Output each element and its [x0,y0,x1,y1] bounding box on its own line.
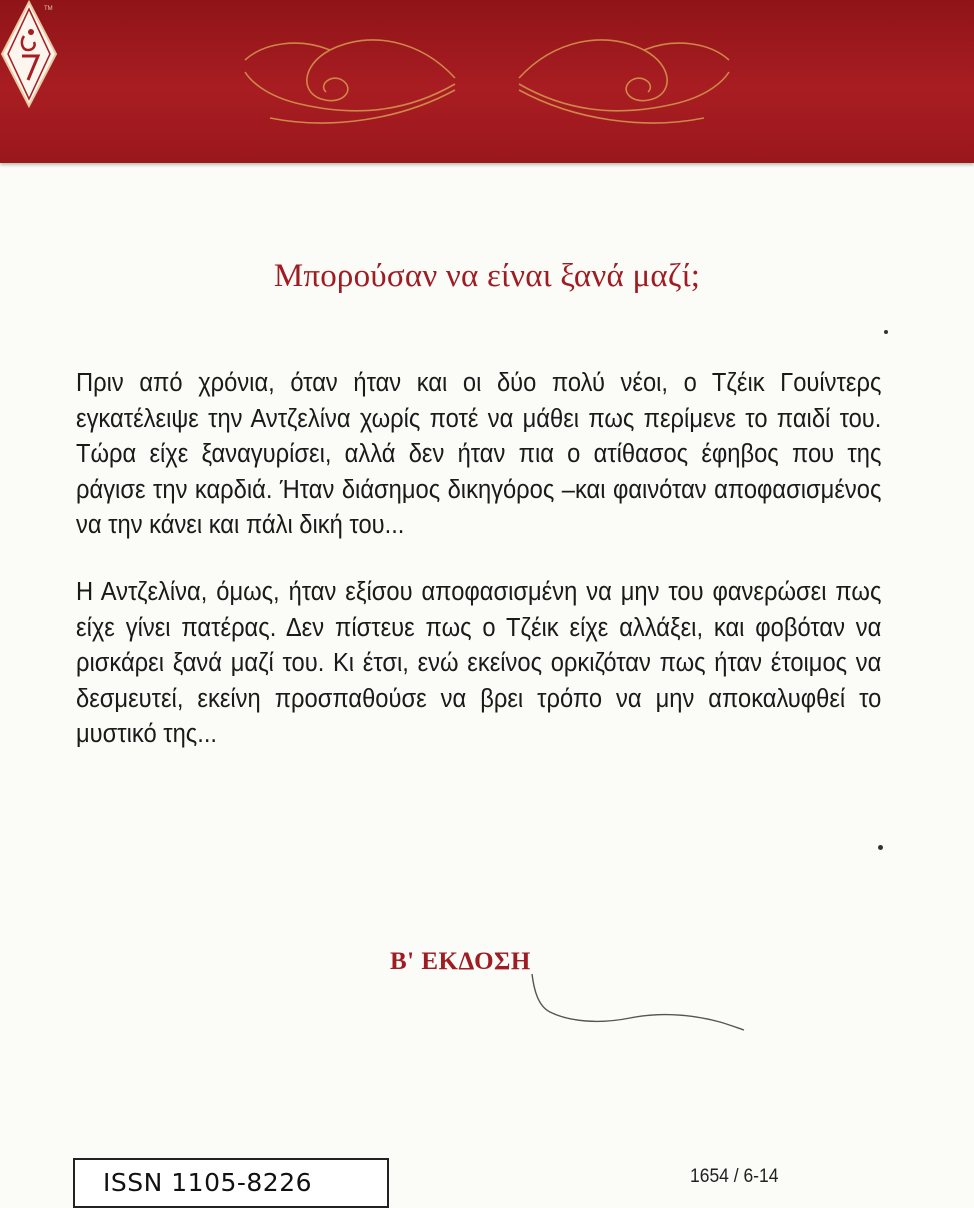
speck [878,845,883,850]
catalog-code: 1654 / 6-14 [690,1166,779,1187]
pen-scribble-mark [530,968,750,1038]
publisher-diamond-logo-icon [0,0,58,108]
tagline: Μπορούσαν να είναι ξανά μαζί; [273,258,701,294]
issn-box [73,1158,389,1208]
blurb-paragraph-1: Πριν από χρόνια, όταν ήταν και οι δύο πολύ νέοι, ο Τζέικ Γουίντερς εγκατέλειψε την Αντζελίνα χωρίς ποτέ να μάθει πως περίμενε το παιδί του. Τώρα είχε ξαναγυρίσει, αλλά δεν ήταν πια ο ατίθασος έφηβος που της ράγισε την καρδιά. Ήταν διάσημος δικηγόρος –και φαινόταν αποφασισμένος να την κάνει και πάλι δική του... [76,369,882,539]
header-band [0,0,974,163]
edition-label: Β' ΕΚΔΟΣΗ [390,948,531,975]
speck [884,330,888,334]
blurb-paragraph-2: Η Αντζελίνα, όμως, ήταν εξίσου αποφασισμένη να μην του φανερώσει πως είχε γίνει πατέρας. Δεν πίστευε πως ο Τζέικ είχε αλλάξει, και φοβόταν να ρισκάρει ξανά μαζί του. Κι έτσι, ενώ εκείνος ορκιζόταν πως ήταν έτοιμος να δεσμευτεί, εκείνη προσπαθούσε να βρει τρόπο να μην αποκαλυφθεί το μυστικό της... [76,578,882,748]
issn-number: ISSN 1105-8226 [103,1168,313,1197]
trademark-label: TM [44,6,53,12]
ornament-flourish [0,0,974,163]
